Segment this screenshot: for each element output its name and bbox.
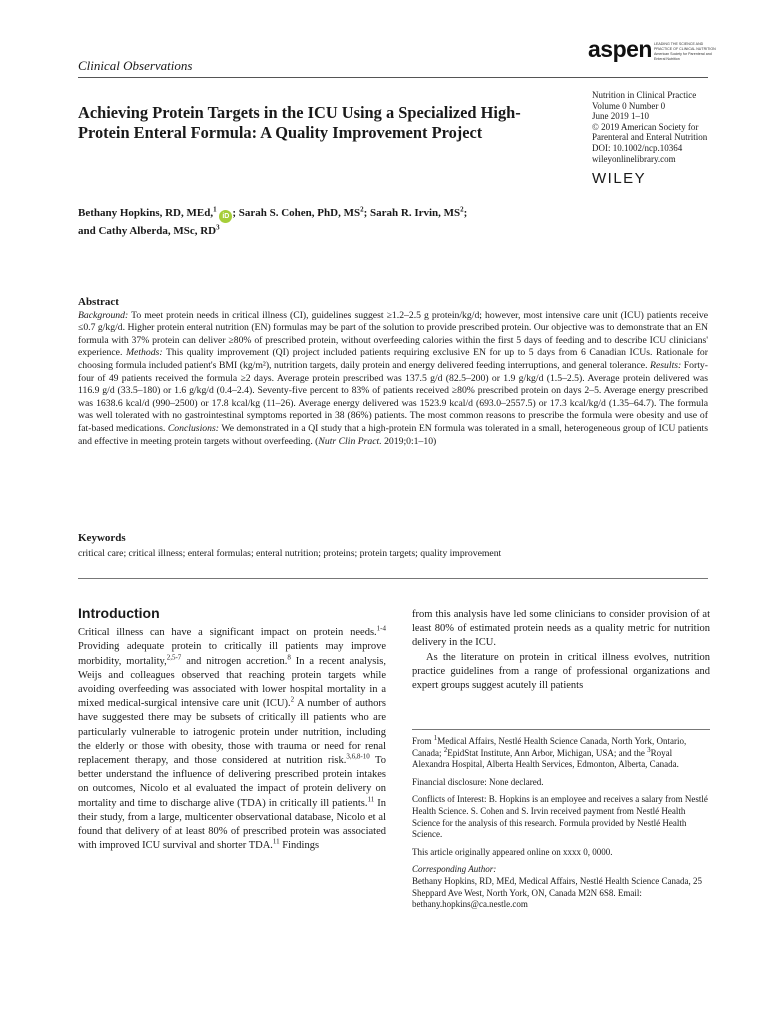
keywords [78,532,708,560]
affil-ref: 2 [460,205,464,214]
affil-text: Royal Alexandra Hospital, Alberta Health Services, Edmonton, Alberta, Canada. [412,747,679,770]
journal-date-pages: June 2019 1–10 [592,111,649,122]
affil-ref: 3 [216,223,220,232]
author-list [78,205,578,240]
ref-link[interactable]: 11 [272,837,280,846]
methods-text: This quality improvement (QI) project included patients requiring exclusive EN for up to 5 days from 6 Canadian ICUs. Rationale for choosing formula included patient's BMI (kg/m²), nutrition targets, daily protein and energy delivered feeding interruptions, and general tolerance. [78,347,708,371]
journal-info [592,90,722,164]
intro-text: Findings [279,840,320,852]
header-rule [78,77,708,78]
ref-link[interactable]: 2,5-7 [166,653,182,662]
corr-text: Bethany Hopkins, RD, MEd, Medical Affairs, Nestlé Health Science Canada, 25 Sheppard Ave West, North York, ON, Canada M2N 6S8. Email: bethany.hopkins@ca.nestle.com [412,875,703,910]
abstract-body [78,310,708,449]
introduction-column [78,606,386,853]
methods-label: Methods: [125,347,163,359]
affil-ref: 2 [360,205,364,214]
citation-end: 2019;0:1–10) [381,435,437,447]
results-label: Results: [650,359,682,371]
journal-copyright-2: Parenteral and Enteral Nutrition [592,132,708,143]
citation: Nutr Clin Pract. [318,435,382,447]
intro-text: To better understand the influence of delivering prescribed protein intakes on outcomes, Nicolo et al evaluated the impact of protein delivery on mortality and time to discharge alive (TDA) in critically ill patients. [78,755,386,809]
journal-name: Nutrition in Clinical Practice [592,90,697,100]
ref-link[interactable]: 3,6,8-10 [346,752,370,761]
affiliations [412,736,710,771]
right-paragraph-2: As the literature on protein in critical illness evolves, nutrition practice guidelines from a range of professional organizations and expert groups suggest acutely ill patients [412,651,710,692]
introduction-heading: Introduction [78,605,160,621]
logo-tagline: LEADING THE SCIENCE AND PRACTICE OF CLINICAL NUTRITION American Society for Parenteral and Enteral Nutrition [654,42,716,61]
results-text: Forty-four of 49 patients received the formula ≥2 days. Average protein prescribed was 137.5 g/d (82.5–200) or 1.9 g/kg/d (1.5–2.5). Average protein delivered was 116.9 g/d (33.5–180) or 1.6 g/kg/d (0.4–2.4). Seventy-five percent to 83% of patients received ≥80% prescribed protein on days 2–5. Average energy prescribed was 1638.6 kcal/d (990–2500) or 17.8 kcal/kg (11–26). Average energy delivered was 1523.9 kcal/d (693.0–2557.5) or 17.3 kcal/kg/d (1.35–64.7). The formula was well tolerated with no gastrointestinal symptoms reported in 38 (86%) patients. The most common reasons to prescribe the formula were obesity and use of fat-based medications. [78,359,709,434]
affil-text: EpidStat Institute, Ann Arbor, Michigan, USA; and the [447,747,648,758]
affiliation-rule [412,729,710,730]
intro-text: and nitrogen accretion. [181,655,288,667]
affiliations-block [412,736,710,917]
author-irvin: ; Sarah R. Irvin, MS [363,207,461,219]
author-separator: ; [463,207,468,219]
abstract-heading: Abstract [78,296,119,308]
aspen-logo [588,36,718,70]
keywords-heading: Keywords [78,532,126,544]
conclusions-label: Conclusions: [167,422,219,434]
author-alberda: and Cathy Alberda, MSc, RD [78,225,217,237]
introduction-paragraph [78,626,386,853]
publisher-logo: WILEY [592,170,647,187]
intro-text: Critical illness can have a significant impact on protein needs. [78,627,377,639]
financial-disclosure: Financial disclosure: None declared. [412,776,544,787]
intro-text: Providing adequate protein to critically ill patients may improve morbidity, mortality, [78,641,386,667]
ref-link[interactable]: 2 [290,695,295,704]
keywords-list: critical care; critical illness; enteral formulas; enteral nutrition; proteins; protein targets; quality improvement [78,548,502,559]
corresponding-author [412,864,710,910]
affil-text: Medical Affairs, Nestlé Health Science Canada, North York, Ontario, Canada; [412,736,687,758]
article-title: Achieving Protein Targets in the ICU Using a Specialized High-Protein Enteral Formula: A Quality Improvement Project [78,103,521,142]
affil-ref: 1 [433,734,438,742]
journal-volume: Volume 0 Number 0 [592,100,666,111]
background-text: To meet protein needs in critical illness (CI), guidelines suggest ≥1.2–2.5 g protein/kg/d; however, most intensive care unit (ICU) patients receive ≤0.7 g/kg/d. Higher protein enteral nutrition (EN) formulas may be part of the solution to provide prescribed protein. Our objective was to demonstrate that an EN formula with 37% protein can deliver ≥80% of prescribed protein, without overfeeding calories within the first 5 days of feeding and to describe ICU clinicians' experience. [78,309,708,359]
intro-text: In their study, from a large, multicenter observational database, Nicolo et al found that delivery of at least 80% of prescribed protein was associated with improved ICU survival and shorter TDA. [78,797,386,852]
logo-word: aspen [588,36,652,62]
affil-ref: 2 [443,745,448,754]
author-hopkins: Bethany Hopkins, RD, MEd, [78,207,214,219]
affil-ref: 3 [647,745,651,754]
journal-website[interactable]: wileyonlinelibrary.com [592,153,676,164]
conflicts-of-interest: Conflicts of Interest: B. Hopkins is an employee and receives a salary from Nestlé Health Science. S. Cohen and S. Irvin received payment from Nestlé Health Science for the analysis of this research. Formula provided by Nestlé Health Science. [412,794,708,840]
section-divider [78,578,708,579]
intro-text: In a recent analysis, Weijs and colleagues observed that reaching protein targets while avoiding overfeeding was associated with lower hospital mortality in a mixed medical-surgical intensive care unit (ICU). [78,655,387,710]
orcid-icon[interactable]: iD [219,210,232,223]
intro-text: A number of authors have suggested there may be subsets of critically ill patients who are particularly vulnerable to iatrogenic protein under nutrition, including the elderly or those with obesity, those with trauma or need for renal replacement therapy, and those considered at nutrition risk. [78,698,386,767]
right-paragraph-1: from this analysis have led some clinicians to consider provision of at least 80% of estimated protein needs as a quality metric for nutrition delivery in the ICU. [412,609,710,649]
journal-doi[interactable]: DOI: 10.1002/ncp.10364 [592,142,683,153]
corr-heading: Corresponding Author: [412,864,497,875]
author-cohen: ; Sarah S. Cohen, PhD, MS [232,207,361,219]
abstract [78,296,708,448]
conclusions-text: We demonstrated in a QI study that a high-protein EN formula was tolerated in a small, heterogeneous group of ICU patients and effective in meeting protein targets without overfeeding. ( [78,422,708,447]
journal-copyright-1: © 2019 American Society for [592,121,699,132]
ref-link[interactable]: 8 [287,653,291,662]
affil-text: From [412,736,434,746]
ref-link[interactable]: 11 [367,795,375,804]
background-label: Background: [78,309,129,321]
ref-link[interactable]: 1-4 [376,624,386,633]
affil-ref: 1 [213,205,217,214]
section-label: Clinical Observations [78,58,193,73]
online-date: This article originally appeared online on xxxx 0, 0000. [412,846,613,857]
right-column [412,608,710,693]
